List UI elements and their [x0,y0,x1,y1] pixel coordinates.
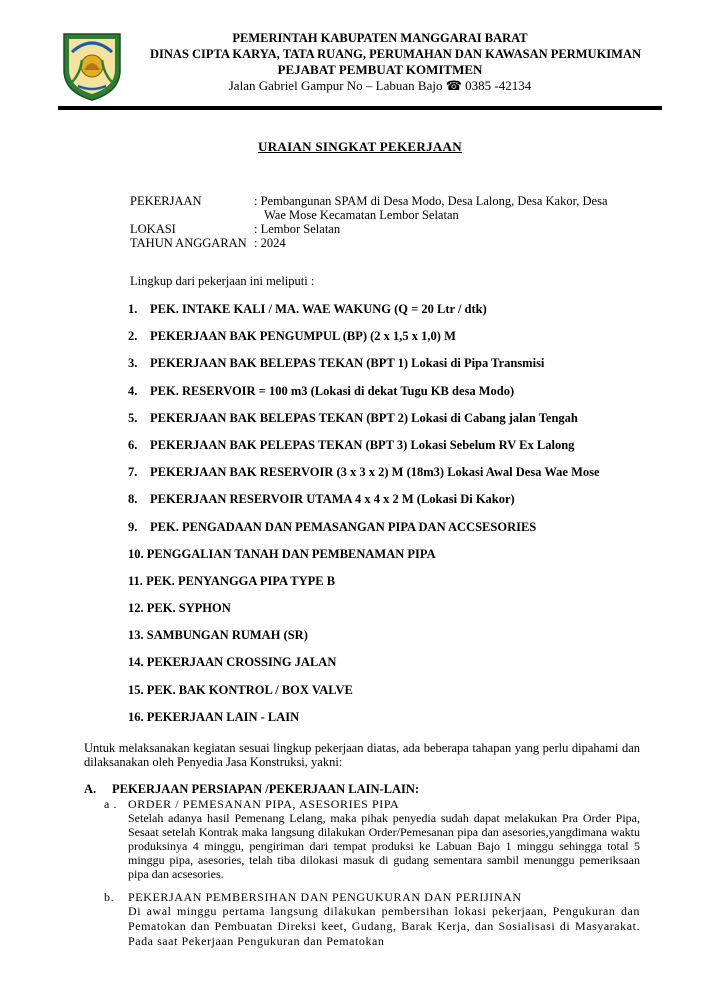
list-text: PEKERJAAN BAK PENGUMPUL (BP) (2 x 1,5 x 1,0) M [150,329,456,344]
list-item [128,628,600,655]
info-row-tahun [130,236,640,250]
list-text: PEKERJAAN RESERVOIR UTAMA 4 x 4 x 2 M (Lokasi Di Kakor) [150,492,515,507]
subsection-title: ORDER / PEMESANAN PIPA, ASESORIES PIPA [128,797,400,811]
info-value-wrap [254,194,640,222]
list-item [128,492,600,519]
letterhead-office: PEJABAT PEMBUAT KOMITMEN [277,62,483,77]
regency-emblem-icon [60,30,124,102]
project-info [130,194,640,250]
subsection-b [104,890,640,949]
list-item [128,438,600,465]
letterhead-department: DINAS CIPTA KARYA, TATA RUANG, PERUMAHAN DAN KAWASAN PERMUKIMAN [150,47,642,61]
subsection-body: Setelah adanya hasil Pemenang Lelang, maka pihak penyedia sudah dapat melakukan Pra Order Pipa, Sesaat setelah Kontrak maka langsung dilakukan Order/Pemesanan pipa dan asesories,yangdimana waktu produksinya 4 minggu, pengiriman dari tempat produksi ke Labuan Bajo 1 minggu sehingga total 5 minggu pipa, asesories, telah tiba dilokasi masuk di gudang sementara sambil menunggu pemeriksaan pipa dan acsesories. [128,811,640,881]
info-key: LOKASI [130,222,176,236]
list-number: 5. [128,410,138,425]
list-number: 4. [128,383,138,398]
list-item [128,329,600,356]
list-number: 12. [128,601,144,616]
list-text: PEK. BAK KONTROL / BOX VALVE [146,682,353,697]
section-a-heading [84,782,419,797]
list-text: PEKERJAAN BAK PELEPAS TEKAN (BPT 3) Lokasi Sebelum RV Ex Lalong [150,437,575,452]
list-text: PEK. PENYANGGA PIPA TYPE B [146,573,336,588]
list-item [128,547,600,574]
letterhead [150,30,642,94]
list-text: PEKERJAAN BAK BELEPAS TEKAN (BPT 1) Lokasi di Pipa Transmisi [150,356,545,371]
list-number: 6. [128,437,138,452]
subsection-title: PEKERJAAN PEMBERSIHAN DAN PENGUKURAN DAN PERIJINAN [128,890,522,904]
list-text: PEK. PENGADAAN DAN PEMASANGAN PIPA DAN ACCSESORIES [150,519,537,534]
letterhead-government: PEMERINTAH KABUPATEN MANGGARAI BARAT [232,31,528,45]
info-key: TAHUN ANGGARAN [130,236,247,250]
list-item [128,465,600,492]
info-row-pekerjaan [130,194,640,222]
list-number: 11. [128,573,143,588]
list-text: SAMBUNGAN RUMAH (SR) [146,628,308,643]
info-row-lokasi [130,222,640,236]
list-number: 16. [128,709,144,724]
info-value-continued: Wae Mose Kecamatan Lembor Selatan [264,208,459,222]
list-item [128,574,600,601]
list-number: 15. [128,682,144,697]
list-item [128,520,600,547]
info-value: : 2024 [254,236,286,250]
scope-list [128,302,600,737]
list-item [128,683,600,710]
subsection-label: a . [104,797,118,811]
list-text: PEK. INTAKE KALI / MA. WAE WAKUNG (Q = 20 Ltr / dtk) [150,302,487,316]
section-title: PEKERJAAN PERSIAPAN /PEKERJAAN LAIN-LAIN: [112,782,420,796]
list-number: 14. [128,655,144,670]
subsection-label: b. [104,890,115,904]
subsection-a [104,797,640,881]
list-item [128,356,600,383]
list-number: 3. [128,356,138,371]
list-item [128,601,600,628]
scope-intro: Lingkup dari pekerjaan ini meliputi : [130,274,315,288]
list-number: 10. [128,546,144,561]
letterhead-divider [58,106,662,110]
list-text: PEK. SYPHON [146,601,231,616]
list-number: 9. [128,519,138,534]
list-item [128,710,600,737]
list-item [128,655,600,682]
list-text: PEKERJAAN CROSSING JALAN [146,655,337,670]
stages-paragraph: Untuk melaksanakan kegiatan sesuai lingkup pekerjaan diatas, ada beberapa tahapan yang perlu dipahami dan dilaksanakan oleh Penyedia Jasa Konstruksi, yakni: [84,741,640,769]
list-number: 7. [128,465,138,480]
list-text: PENGGALIAN TANAH DAN PEMBENAMAN PIPA [146,546,436,561]
list-text: PEKERJAAN BAK RESERVOIR (3 x 3 x 2) M (18m3) Lokasi Awal Desa Wae Mose [150,465,600,480]
info-value: : Lembor Selatan [254,222,341,236]
subsection-body: Di awal minggu pertama langsung dilakukan pembersihan lokasi pekerjaan, Pengukuran dan Pematokan dan Pembuatan Direksi keet, Gudang, Barak Kerja, dan Sosialisasi di Masyarakat. Pada saat Pekerjaan Pengukuran dan Pematokan [128,904,640,948]
list-number: 13. [128,628,144,643]
subsection-heading [104,890,640,904]
list-item [128,411,600,438]
list-number: 2. [128,329,138,344]
section-label: A. [84,782,97,796]
info-value: : Pembangunan SPAM di Desa Modo, Desa Lalong, Desa Kakor, Desa [254,194,608,208]
subsection-heading [104,797,640,811]
list-item [128,384,600,411]
list-number: 8. [128,492,138,507]
list-text: PEKERJAAN BAK BELEPAS TEKAN (BPT 2) Lokasi di Cabang jalan Tengah [150,410,578,425]
list-item [128,302,600,329]
letterhead-address: Jalan Gabriel Gampur No – Labuan Bajo ☎ 0385 -42134 [228,78,532,93]
document-title: URAIAN SINGKAT PEKERJAAN [258,139,462,154]
list-text: PEK. RESERVOIR = 100 m3 (Lokasi di dekat Tugu KB desa Modo) [150,383,515,398]
list-number: 1. [128,302,138,316]
list-text: PEKERJAAN LAIN - LAIN [146,709,300,724]
info-key: PEKERJAAN [130,194,202,208]
